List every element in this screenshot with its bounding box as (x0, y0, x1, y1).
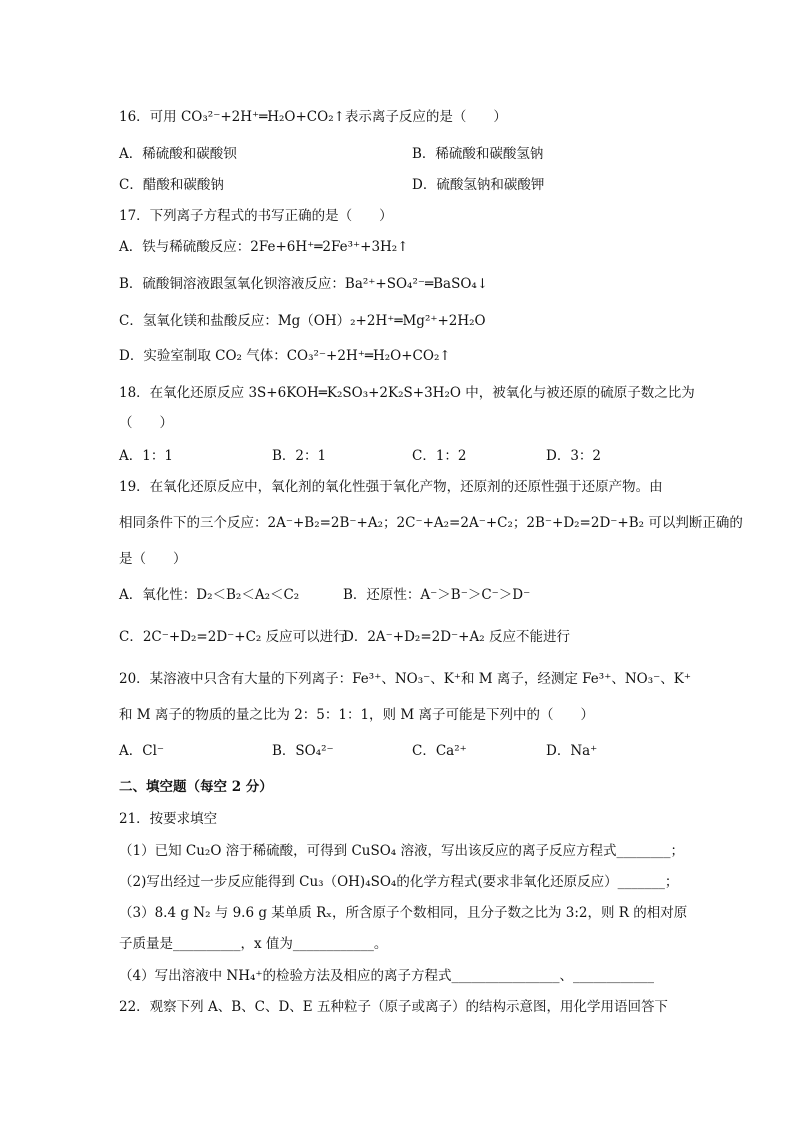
q21-part-4: （4）写出溶液中 NH₄⁺的检验方法及相应的离子方程式________________、____________ (119, 968, 655, 984)
q16-option-b: B．稀硫酸和碳酸氢钠 (412, 146, 544, 162)
q17-stem: 17．下列离子方程式的书写正确的是（ ） (119, 208, 393, 224)
q18-stem: 18．在氧化还原反应 3S+6KOH═K₂SO₃+2K₂S+3H₂O 中，被氧化与被还原的硫原子数之比为 (119, 385, 695, 401)
q19-option-c: C．2C⁻+D₂=2D⁻+C₂ 反应可以进行 (119, 629, 347, 645)
q21-part-3-line2: 子质量是__________，x 值为____________。 (119, 936, 388, 952)
q20-stem-line2: 和 M 离子的物质的量之比为 2：5：1：1，则 M 离子可能是下列中的（ ） (119, 707, 594, 723)
q22-stem: 22．观察下列 A、B、C、D、E 五种粒子（原子或离子）的结构示意图，用化学用语回答下 (119, 999, 668, 1015)
q19-option-d: D．2A⁻+D₂=2D⁻+A₂ 反应不能进行 (343, 629, 570, 645)
q18-option-b: B．2：1 (272, 448, 327, 464)
q21-part-2: （2)写出经过一步反应能得到 Cu₃（OH)₄SO₄的化学方程式(要求非氧化还原反应）_______； (119, 874, 679, 890)
q20-option-c: C．Ca²⁺ (412, 743, 467, 759)
q18-option-c: C．1：2 (412, 448, 467, 464)
q17-option-b: B．硫酸铜溶液跟氢氧化钡溶液反应：Ba²⁺+SO₄²⁻═BaSO₄↓ (119, 276, 489, 292)
q19-stem-line3: 是（ ） (119, 551, 187, 567)
q19-option-b: B．还原性：A⁻＞B⁻＞C⁻＞D⁻ (343, 587, 531, 603)
q20-option-d: D．Na⁺ (546, 743, 598, 759)
q18-paren: （ ） (119, 415, 173, 431)
q21-part-3-line1: （3）8.4 g N₂ 与 9.6 g 某单质 Rₓ，所含原子个数相同，且分子数之比为 3:2，则 R 的相对原 (119, 905, 688, 921)
q17-option-d: D．实验室制取 CO₂ 气体：CO₃²⁻+2H⁺═H₂O+CO₂↑ (119, 348, 451, 364)
q16-stem: 16．可用 CO₃²⁻+2H⁺═H₂O+CO₂↑表示离子反应的是（ ） (119, 109, 507, 125)
q18-option-a: A．1：1 (119, 448, 173, 464)
q20-stem-line1: 20．某溶液中只含有大量的下列离子：Fe³⁺、NO₃⁻、K⁺和 M 离子，经测定 Fe³⁺、NO₃⁻、K⁺ (119, 671, 691, 687)
q19-option-a: A．氧化性：D₂＜B₂＜A₂＜C₂ (119, 587, 300, 603)
q20-option-a: A．Cl⁻ (119, 743, 165, 759)
section-heading: 二、填空题（每空 2 分） (119, 779, 273, 795)
q19-stem-line1: 19．在氧化还原反应中，氧化剂的氧化性强于氧化产物，还原剂的还原性强于还原产物。由 (119, 479, 663, 495)
q16-option-d: D．硫酸氢钠和碳酸钾 (412, 177, 545, 193)
q18-option-d: D．3：2 (546, 448, 602, 464)
q17-option-a: A．铁与稀硫酸反应：2Fe+6H⁺═2Fe³⁺+3H₂↑ (119, 239, 409, 255)
q16-option-a: A．稀硫酸和碳酸钡 (119, 146, 237, 162)
q21-part-1: （1）已知 Cu₂O 溶于稀硫酸，可得到 CuSO₄ 溶液，写出该反应的离子反应方程式________； (119, 843, 685, 859)
q21-stem: 21．按要求填空 (119, 811, 218, 827)
q16-option-c: C．醋酸和碳酸钠 (119, 177, 224, 193)
q20-option-b: B．SO₄²⁻ (272, 743, 334, 759)
q17-option-c: C．氢氧化镁和盐酸反应：Mg（OH）₂+2H⁺═Mg²⁺+2H₂O (119, 313, 486, 329)
q19-stem-line2: 相同条件下的三个反应：2A⁻+B₂=2B⁻+A₂；2C⁻+A₂=2A⁻+C₂；2B⁻+D₂=2D⁻+B₂ 可以判断正确的 (119, 515, 743, 531)
